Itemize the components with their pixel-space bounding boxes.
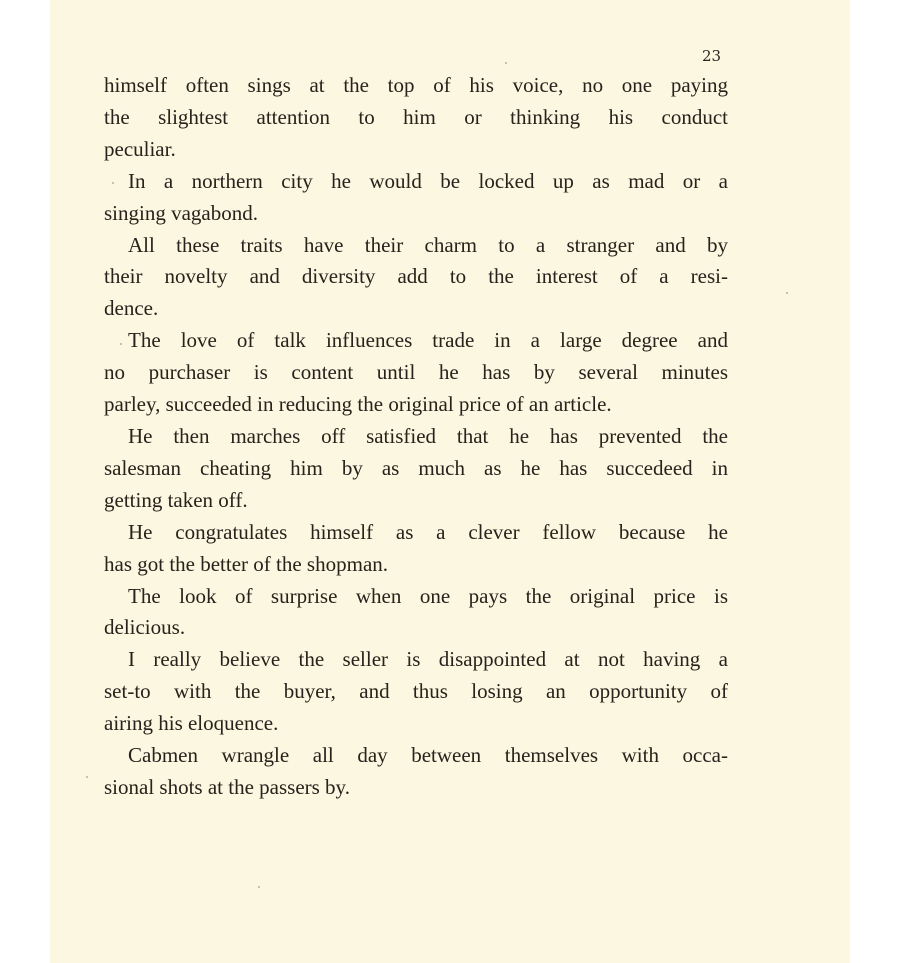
text-line: set-to with the buyer, and thus losing an opportunity of bbox=[104, 679, 728, 704]
text-line: singing vagabond. bbox=[104, 200, 258, 225]
text-line: airing his eloquence. bbox=[104, 711, 279, 736]
paper-speck bbox=[120, 343, 122, 345]
paragraph bbox=[104, 581, 728, 645]
paragraph bbox=[104, 166, 728, 230]
text-line: sional shots at the passers by. bbox=[104, 774, 350, 799]
page-number: 23 bbox=[702, 47, 722, 65]
text-line: All these traits have their charm to a stranger and by bbox=[128, 232, 728, 257]
text-line: the slightest attention to him or thinking his conduct bbox=[104, 104, 728, 129]
text-line: has got the better of the shopman. bbox=[104, 551, 389, 576]
text-line: salesman cheating him by as much as he has succedeed in bbox=[104, 455, 728, 480]
text-line: getting taken off. bbox=[104, 487, 248, 512]
paragraph bbox=[104, 644, 728, 740]
text-line: The look of surprise when one pays the original price is bbox=[128, 583, 728, 608]
text-line: himself often sings at the top of his voice, no one paying bbox=[104, 73, 728, 97]
text-line: In a northern city he would be locked up as mad or a bbox=[128, 168, 728, 193]
paper-speck bbox=[258, 886, 260, 888]
paragraph bbox=[104, 421, 728, 517]
paragraph bbox=[104, 740, 728, 804]
paragraph bbox=[104, 325, 728, 421]
text-line: parley, succeeded in reducing the original price of an article. bbox=[104, 392, 612, 417]
text-line: no purchaser is content until he has by several minutes bbox=[104, 360, 728, 385]
paper-speck bbox=[786, 292, 788, 294]
paragraph bbox=[104, 70, 728, 166]
text-line: He then marches off satisfied that he has prevented the bbox=[128, 423, 728, 448]
text-line: The love of talk influences trade in a large degree and bbox=[128, 328, 728, 353]
text-line: dence. bbox=[104, 296, 159, 321]
page-body-text bbox=[104, 70, 728, 804]
text-line: I really believe the seller is disappointed at not having a bbox=[128, 647, 728, 672]
paragraph bbox=[104, 517, 728, 581]
text-line: peculiar. bbox=[104, 136, 176, 161]
paragraph bbox=[104, 230, 728, 326]
book-page bbox=[50, 0, 850, 963]
text-line: He congratulates himself as a clever fellow because he bbox=[128, 519, 728, 544]
paper-speck bbox=[86, 776, 88, 778]
text-line: their novelty and diversity add to the interest of a resi- bbox=[104, 264, 728, 289]
paper-speck bbox=[112, 182, 114, 184]
paper-speck bbox=[505, 62, 507, 64]
text-line: delicious. bbox=[104, 615, 186, 640]
text-line: Cabmen wrangle all day between themselves with occa- bbox=[128, 743, 728, 768]
